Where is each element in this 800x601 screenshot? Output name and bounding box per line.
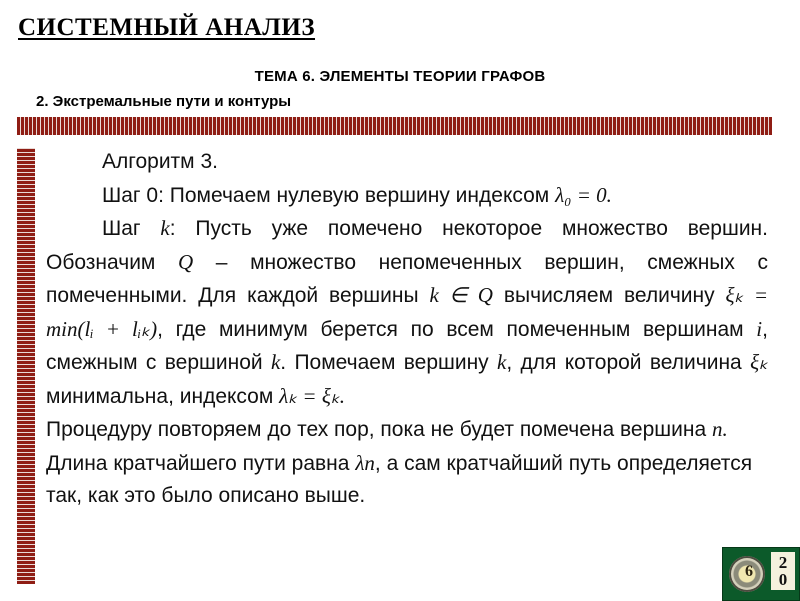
topic-number: 6 bbox=[745, 563, 753, 580]
algorithm-heading: Алгоритм 3. bbox=[102, 150, 218, 173]
page-number-line-1: 2 bbox=[778, 553, 788, 572]
repeat-text-2: Длина кратчайшего пути равна bbox=[46, 451, 350, 475]
var-q: Q bbox=[177, 249, 194, 274]
var-i: i bbox=[756, 316, 763, 341]
step-k-text-7: , для которой величина bbox=[506, 351, 742, 374]
repeat-text-1: Процедуру повторяем до тех пор, пока не будет помечена вершина bbox=[46, 418, 707, 441]
var-k: k bbox=[160, 216, 170, 240]
step-k-text-8: минимальна, индексом bbox=[46, 384, 274, 408]
var-k-3: k bbox=[497, 350, 507, 374]
formula-k-in-q: k ∈ Q bbox=[429, 283, 493, 307]
var-k-2: k bbox=[270, 350, 281, 374]
var-n: n. bbox=[712, 417, 728, 441]
step-k-label: Шаг bbox=[102, 217, 141, 240]
horizontal-decorative-stripe bbox=[17, 117, 772, 135]
page-number bbox=[771, 552, 795, 590]
step-zero-formula: λ₀ = 0. bbox=[555, 182, 612, 207]
step-k-text-1: : Пусть уже помечено некоторое множество вершин. Обозначим bbox=[46, 217, 768, 274]
step-k-text-5: , смежным с вершиной bbox=[46, 317, 768, 374]
formula-xi-min: ξₖ = min(lᵢ + lᵢₖ) bbox=[46, 283, 768, 341]
page-number-line-2: 0 bbox=[778, 570, 788, 589]
repeat-paragraph bbox=[46, 413, 768, 513]
topic-title: ТЕМА 6. ЭЛЕМЕНТЫ ТЕОРИИ ГРАФОВ bbox=[254, 68, 546, 85]
repeat-text-3: , а сам кратчайший путь определяется так, как это было описано выше. bbox=[46, 451, 753, 507]
formula-xi-k: ξₖ bbox=[750, 350, 768, 374]
section-title: 2. Экстремальные пути и контуры bbox=[36, 93, 292, 110]
formula-lambda-n: λn bbox=[355, 450, 375, 475]
formula-lambda-k: λₖ = ξₖ. bbox=[279, 383, 346, 408]
step-zero-label: Шаг 0: bbox=[102, 183, 164, 207]
step-zero-text: Помечаем нулевую вершину индексом bbox=[169, 183, 550, 207]
step-k-text-2: – множество непомеченных вершин, смежных с помеченными. Для каждой вершины bbox=[46, 250, 769, 307]
slide-nav-badge[interactable] bbox=[722, 547, 800, 601]
vertical-decorative-stripe bbox=[17, 148, 35, 584]
step-k-text-3: вычисляем величину bbox=[503, 284, 715, 307]
step-k-paragraph bbox=[46, 212, 768, 413]
course-title: СИСТЕМНЫЙ АНАЛИЗ bbox=[18, 14, 316, 41]
step-k-text-4: , где минимум берется по всем помеченным вершинам bbox=[157, 317, 744, 341]
slide-body bbox=[46, 146, 768, 513]
step-k-text-6: . Помечаем вершину bbox=[280, 351, 489, 374]
step-zero-paragraph bbox=[46, 179, 768, 213]
